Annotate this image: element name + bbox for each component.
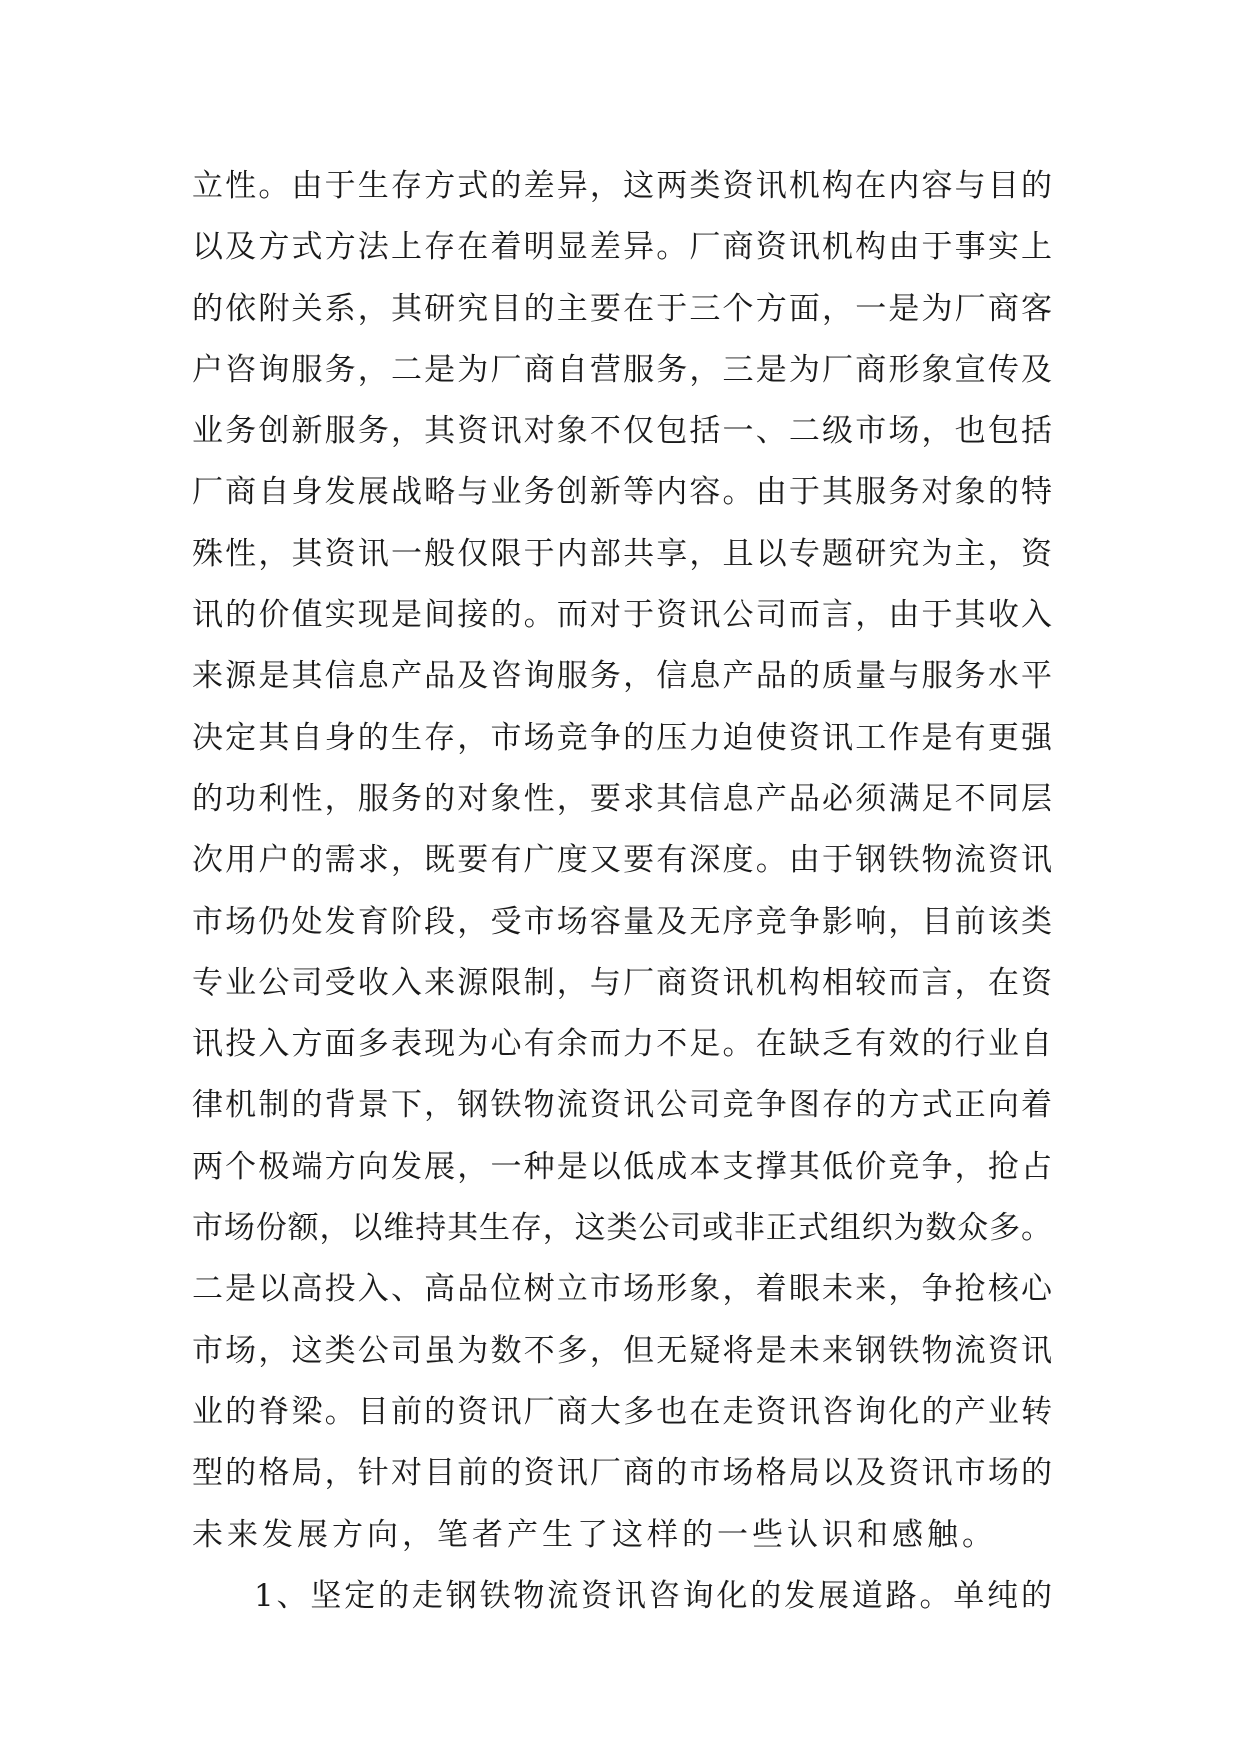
text-line: 市场，这类公司虽为数不多，但无疑将是未来钢铁物流资讯 [192, 1332, 1052, 1369]
text-line: 殊性，其资讯一般仅限于内部共享，且以专题研究为主，资 [192, 535, 1052, 572]
text-line: 的功利性，服务的对象性，要求其信息产品必须满足不同层 [192, 780, 1052, 817]
text-line: 厂商自身发展战略与业务创新等内容。由于其服务对象的特 [192, 474, 1052, 511]
text-line: 业的脊梁。目前的资讯厂商大多也在走资讯咨询化的产业转 [192, 1393, 1052, 1430]
text-line: 业务创新服务，其资讯对象不仅包括一、二级市场，也包括 [192, 413, 1052, 450]
text-line: 以及方式方法上存在着明显差异。厂商资讯机构由于事实上 [192, 229, 1052, 266]
text-line: 立性。由于生存方式的差异，这两类资讯机构在内容与目的 [192, 168, 1052, 204]
text-line: 户咨询服务，二是为厂商自营服务，三是为厂商形象宣传及 [192, 351, 1052, 388]
text-line: 讯投入方面多表现为心有余而力不足。在缺乏有效的行业自 [192, 1026, 1052, 1063]
text-line: 律机制的背景下，钢铁物流资讯公司竞争图存的方式正向着 [192, 1087, 1052, 1124]
text-line: 市场仍处发育阶段，受市场容量及无序竞争影响，目前该类 [192, 903, 1052, 940]
body-text [192, 156, 1052, 1627]
text-line: 的依附关系，其研究目的主要在于三个方面，一是为厂商客 [192, 290, 1052, 327]
text-line: 讯的价值实现是间接的。而对于资讯公司而言，由于其收入 [192, 597, 1052, 634]
text-line: 型的格局，针对目前的资讯厂商的市场格局以及资讯市场的 [192, 1455, 1052, 1492]
text-line: 未来发展方向，笔者产生了这样的一些认识和感触。 [192, 1516, 997, 1553]
text-line: 两个极端方向发展，一种是以低成本支撑其低价竞争，抢占 [192, 1148, 1052, 1185]
text-line: 二是以高投入、高品位树立市场形象，着眼未来，争抢核心 [192, 1271, 1052, 1308]
text-line: 专业公司受收入来源限制，与厂商资讯机构相较而言，在资 [192, 964, 1052, 1001]
text-line: 1、坚定的走钢铁物流资讯咨询化的发展道路。单纯的 [254, 1577, 1052, 1614]
text-line: 来源是其信息产品及咨询服务，信息产品的质量与服务水平 [192, 658, 1052, 695]
text-line: 市场份额，以维持其生存，这类公司或非正式组织为数众多。 [192, 1210, 1052, 1247]
text-line: 决定其自身的生存，市场竞争的压力迫使资讯工作是有更强 [192, 719, 1052, 756]
text-line: 次用户的需求，既要有广度又要有深度。由于钢铁物流资讯 [192, 842, 1052, 879]
